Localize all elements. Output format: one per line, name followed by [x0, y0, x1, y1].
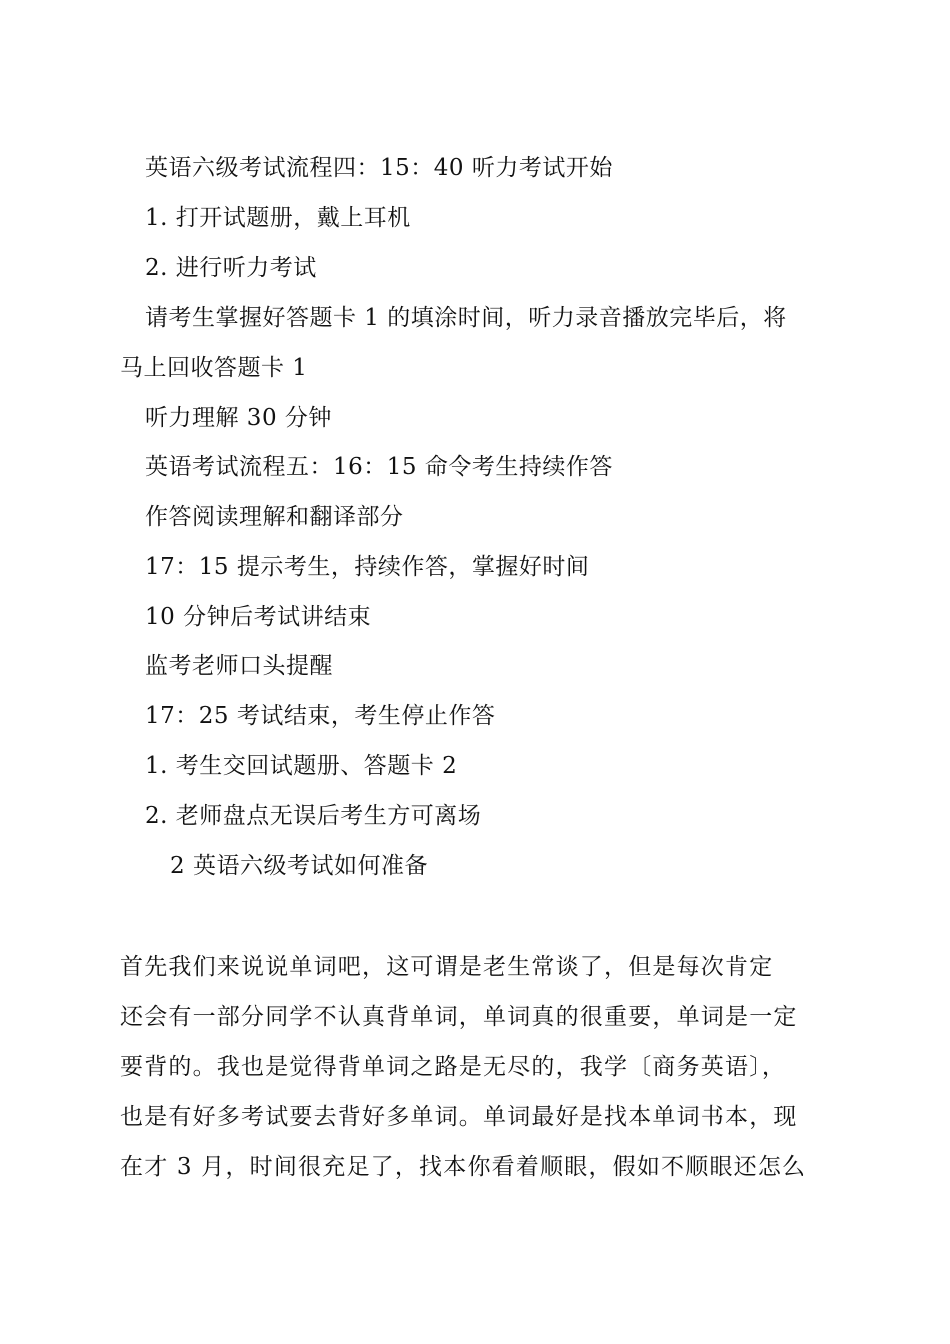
flow-line: 2. 老师盘点无误后考生方可离场: [145, 803, 482, 829]
flow-line: 10 分钟后考试讲结束: [145, 604, 372, 630]
flow-line: 17：15 提示考生，持续作答，掌握好时间: [145, 554, 590, 580]
flow-line: 听力理解 30 分钟: [145, 405, 332, 431]
paragraph-line: 首先我们来说说单词吧，这可谓是老生常谈了，但是每次肯定: [120, 954, 774, 980]
flow-line: 请考生掌握好答题卡 1 的填涂时间，听力录音播放完毕后，将: [145, 305, 787, 331]
flow-step-five-heading: 英语考试流程五：16：15 命令考生持续作答: [145, 454, 613, 480]
flow-line: 1. 打开试题册，戴上耳机: [145, 205, 411, 231]
paragraph-line: 也是有好多考试要去背好多单词。单词最好是找本单词书本，现: [120, 1104, 798, 1130]
paragraph-line: 在才 3 月，时间很充足了，找本你看着顺眼，假如不顺眼还怎么: [120, 1154, 807, 1180]
flow-line: 作答阅读理解和翻译部分: [145, 504, 404, 530]
section-heading: 2 英语六级考试如何准备: [170, 853, 428, 879]
paragraph-line: 还会有一部分同学不认真背单词，单词真的很重要，单词是一定: [120, 1004, 798, 1030]
flow-line: 2. 进行听力考试: [145, 255, 317, 281]
paragraph-line: 要背的。我也是觉得背单词之路是无尽的，我学〔商务英语〕，: [120, 1054, 787, 1080]
flow-step-four-heading: 英语六级考试流程四：15：40 听力考试开始: [145, 155, 613, 181]
flow-line: 1. 考生交回试题册、答题卡 2: [145, 753, 458, 779]
flow-line: 17：25 考试结束，考生停止作答: [145, 703, 496, 729]
flow-line: 马上回收答题卡 1: [120, 355, 308, 381]
flow-line: 监考老师口头提醒: [145, 653, 333, 679]
